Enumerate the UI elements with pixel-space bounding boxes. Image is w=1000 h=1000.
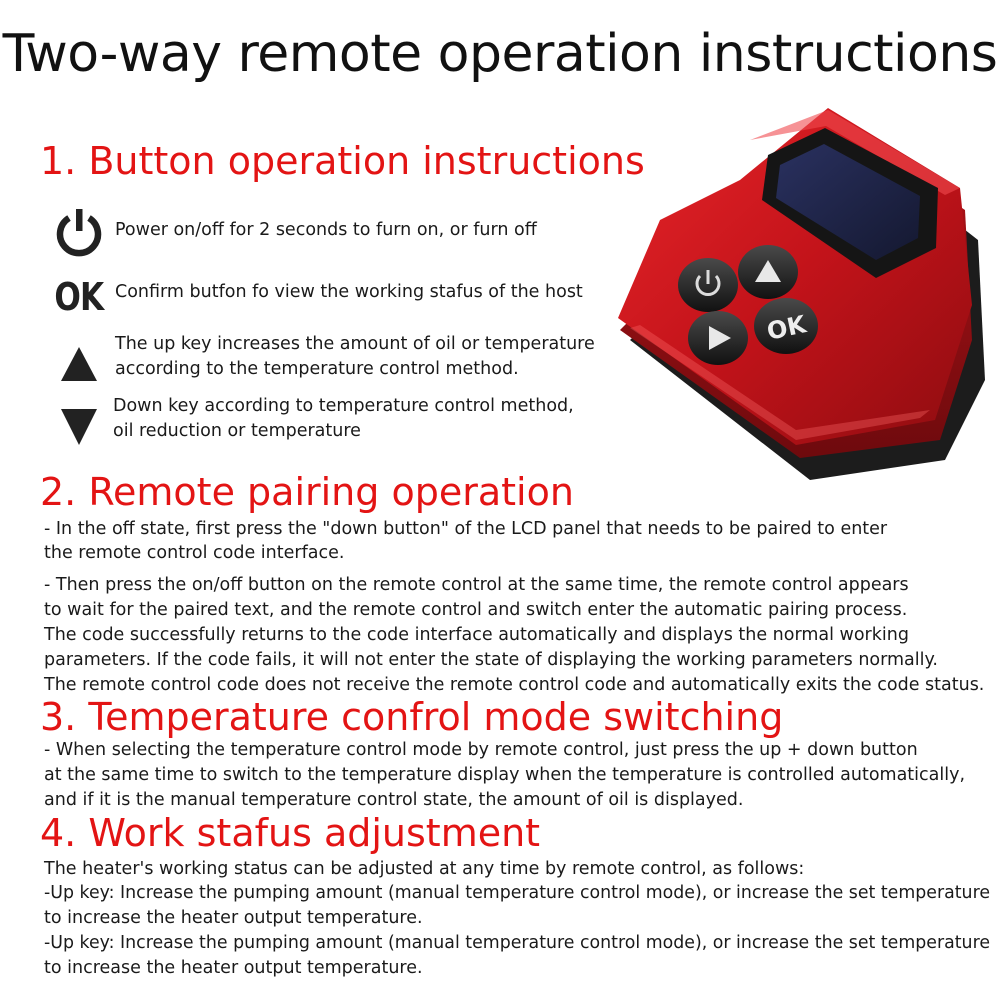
down-description-line-1: Down key according to temperature control method,	[113, 396, 574, 416]
section-2-line: - Then press the on/off button on the remote control at the same time, the remote control appears	[44, 575, 909, 595]
section-2-line: The remote control code does not receive the remote control code and automatically exits the code status.	[44, 675, 985, 695]
section-2-line: The code successfully returns to the code interface automatically and displays the normal working	[44, 625, 909, 645]
page-title: Two-way remote operation instructions	[2, 24, 998, 84]
section-2-line: parameters. If the code fails, it will not enter the state of displaying the working parameters normally.	[44, 650, 938, 670]
ok-icon	[48, 270, 110, 324]
up-triangle-icon	[48, 336, 110, 390]
section-4-heading: 4. Work stafus adjustment	[40, 811, 541, 855]
ok-glyph: OK	[54, 275, 104, 319]
section-4-line: to increase the heater output temperature.	[44, 908, 423, 928]
section-4-line: -Up key: Increase the pumping amount (manual temperature control mode), or increase the set temperature	[44, 883, 991, 903]
up-description-line-2: according to the temperature control method.	[115, 359, 519, 379]
section-3-line: - When selecting the temperature control mode by remote control, just press the up + down button	[44, 740, 918, 760]
section-3-line: and if it is the manual temperature control state, the amount of oil is displayed.	[44, 790, 744, 810]
remote-down-button	[688, 311, 748, 365]
section-1-heading: 1. Button operation instructions	[40, 139, 645, 183]
section-3-heading: 3. Temperature confrol mode switching	[40, 695, 784, 739]
section-4-line: -Up key: Increase the pumping amount (manual temperature control mode), or increase the set temperature	[44, 933, 991, 953]
remote-ok-label: OK	[764, 310, 809, 346]
power-icon	[48, 204, 110, 258]
section-2-line: - In the off state, first press the "down button" of the LCD panel that needs to be paired to enter	[44, 519, 888, 539]
ok-description: Confirm butfon fo view the working stafus of the host	[115, 282, 583, 302]
down-triangle-icon	[48, 400, 110, 454]
section-2-heading: 2. Remote pairing operation	[40, 470, 574, 514]
remote-up-button	[738, 245, 798, 299]
remote-control-image	[600, 100, 1000, 490]
remote-power-button	[678, 258, 738, 312]
up-description-line-1: The up key increases the amount of oil or temperature	[115, 334, 595, 354]
section-2-line: the remote control code interface.	[44, 543, 345, 563]
remote-ok-button	[754, 298, 818, 354]
section-2-line: to wait for the paired text, and the remote control and switch enter the automatic pairing process.	[44, 600, 908, 620]
section-4-line: to increase the heater output temperature.	[44, 958, 423, 978]
section-4-line: The heater's working status can be adjusted at any time by remote control, as follows:	[44, 859, 805, 879]
down-description-line-2: oil reduction or temperature	[113, 421, 361, 441]
power-description: Power on/off for 2 seconds to furn on, or furn off	[115, 220, 537, 240]
section-3-line: at the same time to switch to the temperature display when the temperature is controlled automatically,	[44, 765, 966, 785]
